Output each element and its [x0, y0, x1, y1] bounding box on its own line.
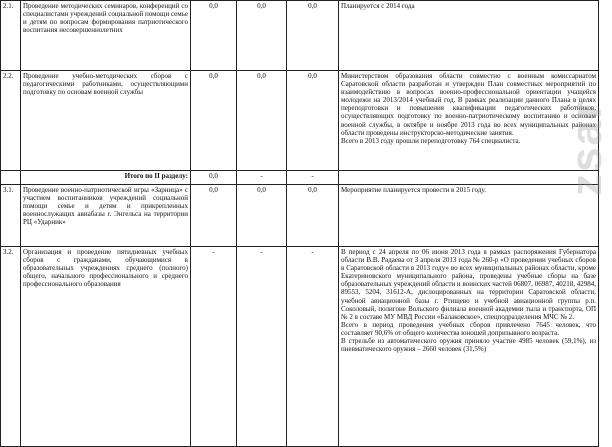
value-cell-3: - [287, 171, 339, 185]
activity-name-cell: Проведение учебно-методических сборов с педагогическими работниками, осуществляющими подготовку по основам военной службы [21, 71, 191, 171]
info-paragraph: В период с 24 апреля по 06 июня 2013 года в рамках распоряжения Губернатора области В.В. Радаева от 3 апреля 2013 года № 260-р «О проведении учебных сборов в Саратовской области в 2013 году» во всех муниципальных районах области, кроме Екатериновского муниципального района, проведены учебные сборы на базе образовательных учреждений области и воинских частей 06807, 06987, 40218, 42984, 89553, 5204, 31612-А, дислоцированных на территории Саратовской области, учебной авиационной базы г. Ртищево и учебной авиационной группы р.п. Соколовый, полигоне Вольского филиала военной академии тыла и транспорта, ОП № 2 в составе МУ МВД России «Балаковское», спецподразделения МЧС № 2. [341, 248, 596, 321]
info-paragraph: Мероприятие планируется провести в 2015 году. [341, 186, 486, 194]
value-cell-2: 0,0 [237, 1, 287, 71]
row-number-cell [1, 171, 21, 185]
total-row [1, 171, 599, 185]
value-cell-2: - [237, 247, 287, 447]
value-cell-2: - [237, 171, 287, 185]
value-cell-3: 0,0 [287, 1, 339, 71]
info-cell [339, 247, 599, 447]
activity-name-cell: Проведение методических семинаров, конференций со специалистами учреждений социальной помощи семье и детям по вопросам формирования патриотического воспитания несовершеннолетних [21, 1, 191, 71]
table-row [1, 247, 599, 447]
value-cell-3: 0,0 [287, 71, 339, 171]
info-cell [339, 71, 599, 171]
info-paragraph: Всего в период проведения учебных сборов привлечено 7645 человек, что составляет 90,6% от общего количества юношей допризывного возраста. [341, 320, 596, 337]
activity-name-cell: Организация и проведение пятидневных учебных сборов с гражданами, обучающимися в образовательных учреждениях среднего (полного) общего, начального профессионального и среднего профессионального образования [21, 247, 191, 447]
row-number-cell: 3.2. [1, 247, 21, 447]
row-number-cell: 2.2. [1, 71, 21, 171]
value-cell-1: 0,0 [191, 71, 237, 171]
value-cell-2: 0,0 [237, 185, 287, 247]
row-number-cell: 3.1. [1, 185, 21, 247]
table-row [1, 1, 599, 71]
info-paragraph: Всего в 2013 году прошли переподготовку 764 специалиста. [341, 136, 521, 145]
value-cell-1: 0,0 [191, 171, 237, 185]
info-paragraph: В стрельбе из автоматического оружия приняло участие 4985 человек (59,1%), из пневматического оружия – 2660 человек (31,5%) [341, 337, 596, 354]
row-number-cell: 2.1. [1, 1, 21, 71]
value-cell-3: - [287, 247, 339, 447]
info-paragraph: Министерством образования области совместно с военным комиссариатом Саратовской области разработан и утвержден План совместных мероприятий по взаимодействию в вопросах военно-профессиональной ориентации учащейся молодежи на 2013/2014 учебный год. В рамках реализации данного Плана в целях переподготовки и повышения квалификации педагогических работников, осуществляющих подготовку по военно-патриотическому воспитанию и основам военной службы, в октябре и ноябре 2013 года во всех муниципальных районах области проведены инструкторско-методические занятия. [341, 72, 596, 137]
value-cell-1: - [191, 247, 237, 447]
watermark: zsar [562, 99, 611, 196]
value-cell-1: 0,0 [191, 185, 237, 247]
table-row [1, 71, 599, 171]
info-cell [339, 1, 599, 71]
activity-name-cell: Проведение военно-патриотической игры «Зарница» с участием воспитанников учреждений социальной помощи семье и детям и прикрепленных военнослужащих авиабазы г. Энгельса на территории РЦ «Ударник» [21, 185, 191, 247]
table-body [1, 1, 599, 447]
value-cell-2: 0,0 [237, 71, 287, 171]
info-paragraph: Планируется с 2014 года [341, 2, 415, 10]
value-cell-1: 0,0 [191, 1, 237, 71]
info-cell [339, 185, 599, 247]
total-label-cell: Итого по II разделу: [21, 171, 191, 185]
info-cell [339, 171, 599, 185]
value-cell-3: 0,0 [287, 185, 339, 247]
table-row [1, 185, 599, 247]
